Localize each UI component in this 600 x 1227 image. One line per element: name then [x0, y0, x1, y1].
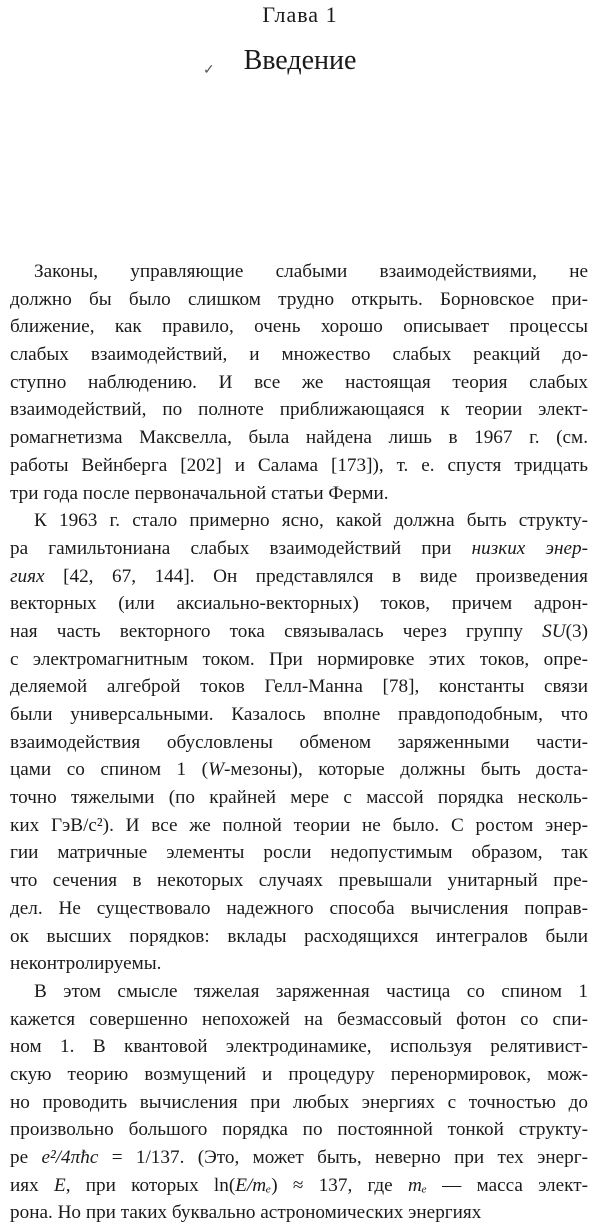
italic-run: mₑ	[407, 1174, 427, 1196]
text-run: произвольно большого порядка по постоянной тонкой структу-	[10, 1119, 588, 1141]
italic-run: E/mₑ	[235, 1174, 272, 1196]
text-line	[10, 424, 588, 452]
text-run: К 1963 г. стало примерно ясно, какой должна быть структу-	[34, 510, 588, 532]
italic-run: гиях	[10, 565, 45, 587]
italic-run: E	[53, 1174, 66, 1196]
text-run: с электромагнитным током. При нормировке этих токов, опре-	[10, 648, 588, 670]
text-line	[10, 729, 588, 757]
text-run: — масса элект-	[426, 1174, 588, 1196]
text-run: (3)	[565, 620, 588, 642]
text-line	[10, 1199, 588, 1227]
text-line	[10, 673, 588, 701]
text-line	[10, 701, 588, 729]
text-run: ная часть векторного тока связывалась через группу	[10, 620, 543, 642]
text-run: работы Вейнберга [202] и Салама [173]), т. е. спустя тридцать	[10, 454, 588, 476]
text-run: точно тяжелыми (по крайней мере с массой порядка несколь-	[10, 787, 588, 809]
text-run: должно бы было слишком трудно открыть. Борновское при-	[10, 288, 588, 310]
text-line	[10, 1144, 588, 1172]
text-run: гии матричные элементы росли недопустимым образом, так	[10, 842, 588, 864]
text-line	[10, 1116, 588, 1144]
text-run: рона. Но при таких буквально астрономических энергиях	[10, 1202, 482, 1224]
text-run: деляемой алгеброй токов Гелл-Манна [78], константы связи	[10, 676, 588, 698]
text-line	[10, 590, 588, 618]
text-run: дел. Не существовало надежного способа вычисления поправ-	[10, 897, 588, 919]
text-run: цами со спином 1 (	[10, 759, 209, 781]
italic-run: W	[208, 759, 225, 781]
text-run: = 1/137. (Это, может быть, неверно при тех энерг-	[98, 1147, 588, 1168]
text-run: [42, 67, 144]. Он представлялся в виде произведения	[44, 565, 588, 587]
text-run: но проводить вычисления при любых энергиях с точностью до	[10, 1091, 588, 1113]
text-run: векторных (или аксиально-векторных) токов, причем адрон-	[10, 593, 588, 615]
text-line	[10, 978, 588, 1006]
text-line	[10, 1006, 588, 1034]
italic-run: SU	[542, 620, 566, 642]
text-line	[10, 258, 588, 286]
text-run: слабых взаимодействий, и множество слабых реакций до-	[10, 344, 588, 366]
text-line	[10, 535, 588, 563]
text-line	[10, 646, 588, 674]
text-run: В этом смысле тяжелая заряженная частица со спином 1	[34, 980, 588, 1002]
text-run: взаимодействий, по полноте приближающаяся к теории элект-	[10, 399, 588, 421]
text-line	[10, 618, 588, 646]
text-run: Законы, управляющие слабыми взаимодействиями, не	[34, 261, 588, 282]
text-line	[10, 1033, 588, 1061]
text-line	[10, 313, 588, 341]
text-line	[10, 839, 588, 867]
text-line	[10, 563, 588, 591]
text-line	[10, 480, 588, 508]
text-run: неконтролируемы.	[10, 953, 162, 975]
text-line	[10, 396, 588, 424]
text-run: были универсальными. Казалось вполне правдоподобным, что	[10, 704, 588, 725]
text-line	[10, 895, 588, 923]
text-run: скую теорию возмущений и процедуру перенормировок, мож-	[10, 1063, 588, 1085]
italic-run: e²/4πħc	[41, 1147, 99, 1168]
text-run: что сечения в некоторых случаях превышали унитарный пре-	[10, 870, 588, 892]
text-run: , при которых ln(	[65, 1174, 236, 1196]
text-line	[10, 784, 588, 812]
text-run: ромагнетизма Максвелла, была найдена лишь в 1967 г. (см.	[10, 427, 588, 449]
text-run: три года после первоначальной статьи Ферми.	[10, 482, 389, 504]
paragraph	[10, 507, 588, 978]
text-line	[10, 369, 588, 397]
text-line	[10, 867, 588, 895]
text-run: -мезоны), которые должны быть доста-	[224, 759, 588, 781]
text-line	[10, 1089, 588, 1117]
text-run: ких ГэВ/с²). И все же полной теории не было. С ростом энер-	[10, 814, 588, 836]
text-line	[10, 452, 588, 480]
chapter-body-text	[10, 258, 588, 1227]
text-run: ном 1. В квантовой электродинамике, используя релятивист-	[10, 1036, 588, 1058]
text-line	[10, 950, 588, 978]
text-run: взаимодействия обусловлены обменом заряженными части-	[10, 731, 588, 753]
print-speck-mark: ✓	[203, 63, 215, 78]
text-line	[10, 341, 588, 369]
text-run: ок высших порядков: вклады расходящихся интегралов были	[10, 925, 588, 947]
text-line	[10, 286, 588, 314]
text-line	[10, 1172, 588, 1200]
text-run: ) ≈ 137, где	[271, 1174, 408, 1196]
chapter-label: Глава 1	[262, 2, 338, 27]
text-run: кажется совершенно непохожей на безмассовый фотон со спи-	[10, 1008, 588, 1030]
text-run: ра гамильтониана слабых взаимодействий при	[10, 537, 472, 559]
text-run: ближение, как правило, очень хорошо описывает процессы	[10, 316, 588, 338]
paragraph	[10, 258, 588, 507]
text-run: ступно наблюдению. И все же настоящая теория слабых	[10, 371, 588, 393]
text-line	[10, 812, 588, 840]
text-line	[10, 923, 588, 951]
chapter-title: Введение	[243, 45, 357, 76]
text-run: иях	[10, 1174, 54, 1196]
text-run: ре	[10, 1147, 42, 1168]
text-line	[10, 507, 588, 535]
text-line	[10, 1061, 588, 1089]
paragraph	[10, 978, 588, 1227]
italic-run: низких энер-	[471, 537, 588, 559]
text-line	[10, 756, 588, 784]
